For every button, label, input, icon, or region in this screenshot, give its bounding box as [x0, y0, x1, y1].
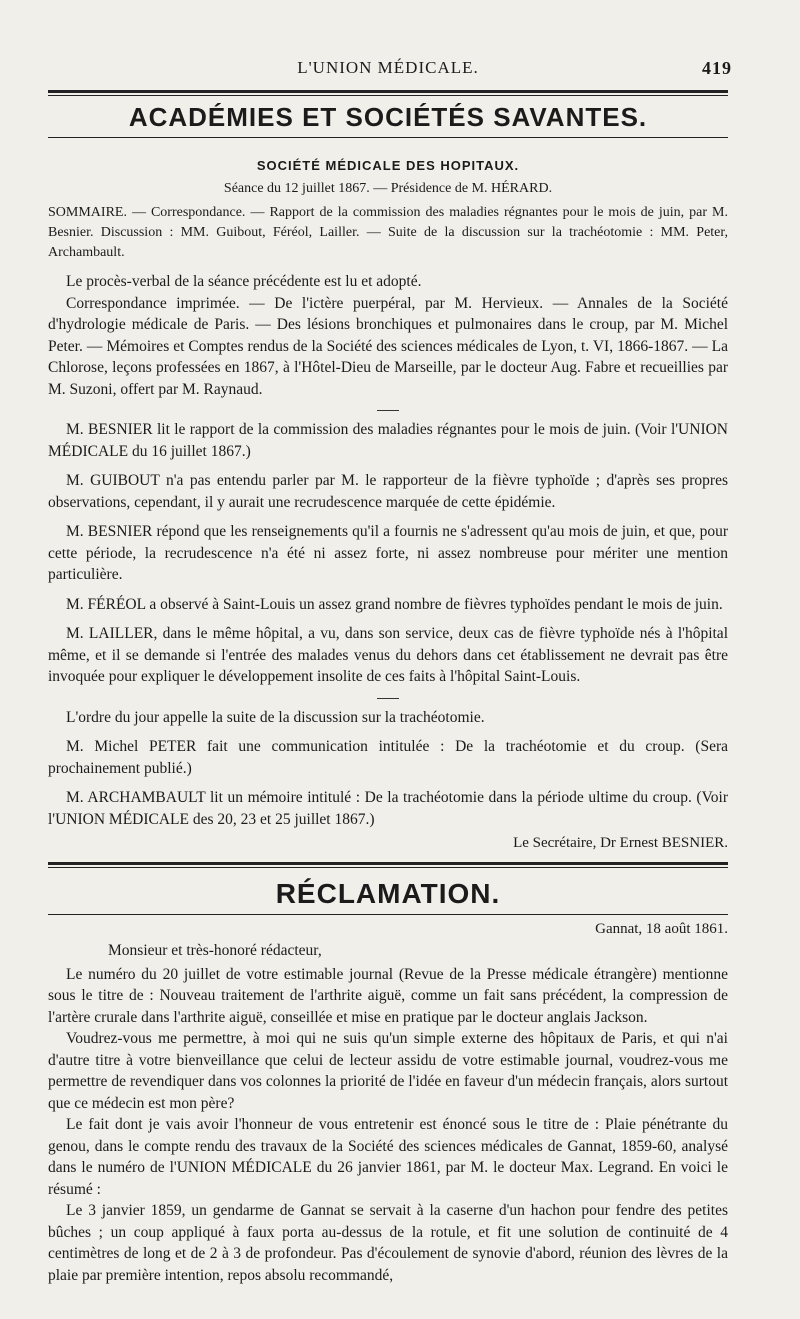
reclamation-title: RÉCLAMATION. — [275, 878, 501, 909]
paragraph-besnier-reponse: M. BESNIER répond que les renseignements qu'il a fournis ne s'adressent qu'au mois de juin, et que, pour cette période, la recrudescence n'a été ni assez forte, ni assez nombreuse pour mériter une mention particulière. — [48, 523, 728, 583]
separator — [377, 698, 399, 699]
reclamation-paragraph: Voudrez-vous me permettre, à moi qui ne suis qu'un simple externe des hôpitaux de Paris, et qui n'ai d'autre titre à votre bienveillance que celui de lecteur assidu de votre estimable journal, voudrez-vous me permettre de revendiquer dans vos colonnes la priorité de l'idée en faveur d'un médecin français, alors surtout que ce médecin est mon père? — [48, 1030, 728, 1112]
summary: SOMMAIRE. — Correspondance. — Rapport de la commission des maladies régnantes pour le mois de juin, par M. Besnier. Discussion : MM. Guibout, Féréol, Lailler. — Suite de la discussion sur la trachéotomie : MM. Peter, Archambault. — [48, 205, 728, 260]
paragraph-proces-verbal: Le procès-verbal de la séance précédente est lu et adopté. — [66, 273, 422, 290]
section-rule — [48, 137, 728, 138]
seance-line: Séance du 12 juillet 1867. — Présidence de M. HÉRARD. — [223, 181, 553, 196]
paragraph-lailler: M. LAILLER, dans le même hôpital, a vu, dans son service, deux cas de fièvre typhoïde nés à l'hôpital même, et il se demande si l'entrée des malades venus du dehors dans cet établissement ne devrait pas être invoquée pour expliquer le développement insolite de ces faits à l'hôpital Saint-Louis. — [48, 625, 728, 685]
reclamation-paragraph: Le fait dont je vais avoir l'honneur de vous entretenir est énoncé sous le titre de : Plaie pénétrante du genou, dans le compte rendu des travaux de la Société des sciences médicales de Gannat, 1859-60, analysé dans le numéro de l'UNION MÉDICALE du 26 janvier 1861, par M. le docteur Max. Legrand. En voici le résumé : — [48, 1116, 728, 1198]
reclamation-rule — [48, 914, 728, 915]
page-number: 419 — [702, 58, 732, 78]
salutation: Monsieur et très-honoré rédacteur, — [108, 942, 322, 959]
paragraph-ordre-du-jour: L'ordre du jour appelle la suite de la discussion sur la trachéotomie. — [66, 708, 485, 726]
separator — [377, 410, 399, 411]
society-heading: SOCIÉTÉ MÉDICALE DES HOPITAUX. — [256, 158, 520, 173]
paragraph-correspondance: Correspondance imprimée. — De l'ictère puerpéral, par M. Hervieux. — Annales de la Société d'hydrologie médicale de Paris. — Des lésions bronchiques et pulmonaires dans le croup, par M. Michel Peter. — Mémoires et Comptes rendus de la Société des sciences médicales de Lyon, t. VI, 1866-1867. — La Chlorose, leçons professées en 1867, à l'Hôtel-Dieu de Marseille, par le docteur Aug. Fabre et recueillies par M. Suzoni, offert par M. Raynaud. — [48, 294, 728, 398]
section-end-rule — [48, 862, 728, 868]
running-head — [48, 50, 732, 90]
paragraph-peter: M. Michel PETER fait une communication intitulée : De la trachéotomie et du croup. (Sera prochainement publié.) — [48, 738, 728, 777]
paragraph-besnier-rapport: M. BESNIER lit le rapport de la commission des maladies régnantes pour le mois de juin. (Voir l'UNION MÉDICALE du 16 juillet 1867.) — [48, 421, 728, 460]
reclamation-paragraph: Le 3 janvier 1859, un gendarme de Gannat se servait à la caserne d'un hachon pour fendre des petites bûches ; un coup appliqué à faux porta au-dessus de la rotule, et fit une solution de continuité de 4 centimètres de long et de 2 à 3 de profondeur. Pas d'écoulement de synovie d'abord, réunion des lèvres de la plaie par première intention, repos absolu recommandé, — [48, 1202, 728, 1284]
paragraph-fereol: M. FÉRÉOL a observé à Saint-Louis un assez grand nombre de fièvres typhoïdes pendant le mois de juin. — [66, 595, 723, 613]
reclamation-paragraph: Le numéro du 20 juillet de votre estimable journal (Revue de la Presse médicale étrangère) mentionne sous le titre de : Nouveau traitement de l'arthrite aiguë, comme un fait sans précédent, la compression de l'artère crurale dans l'arthrite aiguë, conseillée et mise en pratique par le docteur anglais Jackson. — [48, 965, 728, 1026]
section-title: ACADÉMIES ET SOCIÉTÉS SAVANTES. — [128, 102, 648, 132]
header-rule — [48, 90, 728, 96]
paragraph-guibout: M. GUIBOUT n'a pas entendu parler par M. le rapporteur de la fièvre typhoïde ; d'après ses propres observations, cependant, il y aurait une recrudescence marquée de cette épidémie. — [48, 472, 728, 511]
journal-title: L'UNION MÉDICALE. — [297, 58, 479, 77]
dateline: Gannat, 18 août 1861. — [595, 921, 728, 937]
paragraph-archambault: M. ARCHAMBAULT lit un mémoire intitulé : De la trachéotomie dans la période ultime du croup. (Voir l'UNION MÉDICALE des 20, 23 et 25 juillet 1867.) — [48, 789, 728, 828]
signature: Le Secrétaire, Dr Ernest BESNIER. — [513, 835, 728, 851]
